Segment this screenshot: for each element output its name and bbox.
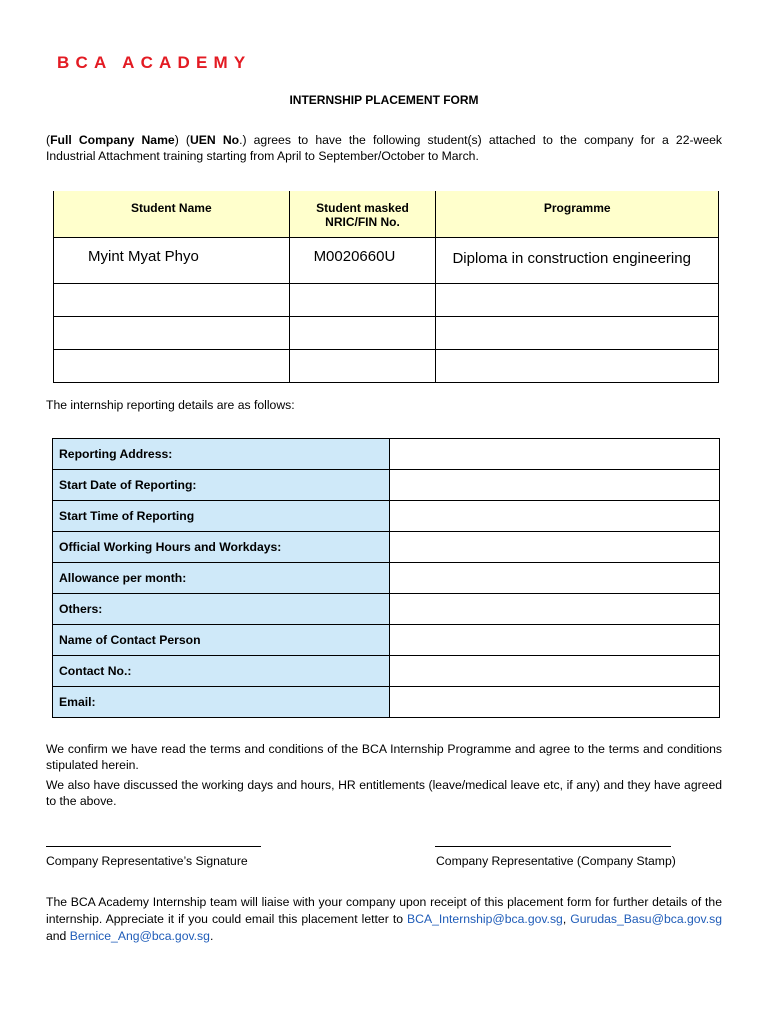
start-date-label: Start Date of Reporting: bbox=[53, 470, 390, 501]
table-row bbox=[53, 687, 720, 718]
header-nric-line1: Student masked bbox=[316, 201, 409, 215]
start-time-field[interactable] bbox=[390, 501, 720, 532]
company-name-placeholder: Full Company Name bbox=[50, 133, 175, 147]
contact-no-field[interactable] bbox=[390, 656, 720, 687]
reporting-details-table bbox=[52, 438, 720, 718]
table-row bbox=[53, 656, 720, 687]
intro-line-1 bbox=[46, 132, 722, 148]
reporting-address-field[interactable] bbox=[390, 439, 720, 470]
email-link-bernice-ang[interactable]: Bernice_Ang@bca.gov.sg bbox=[69, 929, 210, 943]
contact-person-label: Name of Contact Person bbox=[53, 625, 390, 656]
table-row bbox=[54, 349, 719, 382]
contact-person-field[interactable] bbox=[390, 625, 720, 656]
start-time-label: Start Time of Reporting bbox=[53, 501, 390, 532]
student-name-cell[interactable] bbox=[54, 349, 290, 382]
closing-period: . bbox=[209, 929, 214, 943]
confirmation-terms: We confirm we have read the terms and conditions of the BCA Internship Programme and agree to the terms and conditions stipulated herein. bbox=[46, 742, 722, 772]
student-programme-cell[interactable] bbox=[436, 283, 719, 316]
intro-mid-paren: ) ( bbox=[174, 133, 190, 147]
others-field[interactable] bbox=[390, 594, 720, 625]
start-date-field[interactable] bbox=[390, 470, 720, 501]
students-table bbox=[53, 191, 719, 383]
email-field[interactable] bbox=[390, 687, 720, 718]
table-row bbox=[53, 625, 720, 656]
student-nric-cell[interactable]: M0020660U bbox=[289, 237, 436, 283]
email-label: Email: bbox=[53, 687, 390, 718]
others-label: Others: bbox=[53, 594, 390, 625]
table-row bbox=[53, 563, 720, 594]
student-name-cell[interactable]: Myint Myat Phyo bbox=[54, 237, 290, 283]
student-programme-cell[interactable]: Diploma in construction engineering bbox=[436, 237, 719, 283]
signature-line[interactable] bbox=[46, 846, 261, 847]
student-nric-cell[interactable] bbox=[289, 349, 436, 382]
company-stamp-label: Company Representative (Company Stamp) bbox=[436, 854, 676, 868]
allowance-field[interactable] bbox=[390, 563, 720, 594]
company-stamp-line[interactable] bbox=[435, 846, 671, 847]
header-programme: Programme bbox=[436, 191, 719, 237]
email-link-gurudas-basu[interactable]: Gurudas_Basu@bca.gov.sg bbox=[570, 912, 722, 926]
working-hours-label: Official Working Hours and Workdays: bbox=[53, 532, 390, 563]
student-name-cell[interactable] bbox=[54, 316, 290, 349]
table-row bbox=[54, 283, 719, 316]
table-row bbox=[54, 237, 719, 283]
header-nric-line2: NRIC/FIN No. bbox=[325, 215, 400, 229]
closing-paragraph bbox=[46, 894, 722, 945]
intro-paragraph bbox=[46, 132, 722, 164]
bca-academy-logo: BCA ACADEMY bbox=[57, 53, 252, 72]
student-name-cell[interactable] bbox=[54, 283, 290, 316]
table-row bbox=[53, 594, 720, 625]
contact-no-label: Contact No.: bbox=[53, 656, 390, 687]
student-programme-cell[interactable] bbox=[436, 316, 719, 349]
student-programme-cell[interactable] bbox=[436, 349, 719, 382]
table-row bbox=[54, 316, 719, 349]
email-link-bca-internship[interactable]: BCA_Internship@bca.gov.sg bbox=[407, 912, 563, 926]
intro-rest-line1: .) agrees to have the following student(s) attached to the company for a 22-week bbox=[239, 133, 722, 147]
intro-line-2: Industrial Attachment training starting from April to September/October to March. bbox=[46, 149, 479, 163]
reporting-address-label: Reporting Address: bbox=[53, 439, 390, 470]
uen-placeholder: UEN No bbox=[189, 133, 240, 147]
closing-separator-1: , bbox=[562, 912, 571, 926]
reporting-details-intro: The internship reporting details are as follows: bbox=[46, 398, 295, 412]
header-student-name: Student Name bbox=[54, 191, 290, 237]
table-row bbox=[53, 532, 720, 563]
intro-open-paren: ( bbox=[46, 133, 51, 147]
working-hours-field[interactable] bbox=[390, 532, 720, 563]
table-row bbox=[53, 501, 720, 532]
closing-text: The BCA Academy Internship team will liaise with your company upon receipt of this placement form for further details of the internship. Appreciate it if you could email this placement letter to bbox=[46, 895, 722, 926]
table-row bbox=[53, 470, 720, 501]
students-table-header bbox=[54, 191, 719, 237]
student-nric-cell[interactable] bbox=[289, 283, 436, 316]
allowance-label: Allowance per month: bbox=[53, 563, 390, 594]
closing-separator-2: and bbox=[46, 929, 70, 943]
signature-label: Company Representative’s Signature bbox=[46, 854, 248, 868]
student-nric-cell[interactable] bbox=[289, 316, 436, 349]
header-student-nric bbox=[289, 191, 436, 237]
table-row bbox=[53, 439, 720, 470]
confirmation-working-days: We also have discussed the working days and hours, HR entitlements (leave/medical leave etc, if any) and they have agreed to the above. bbox=[46, 778, 722, 808]
form-title: INTERNSHIP PLACEMENT FORM bbox=[289, 93, 479, 107]
